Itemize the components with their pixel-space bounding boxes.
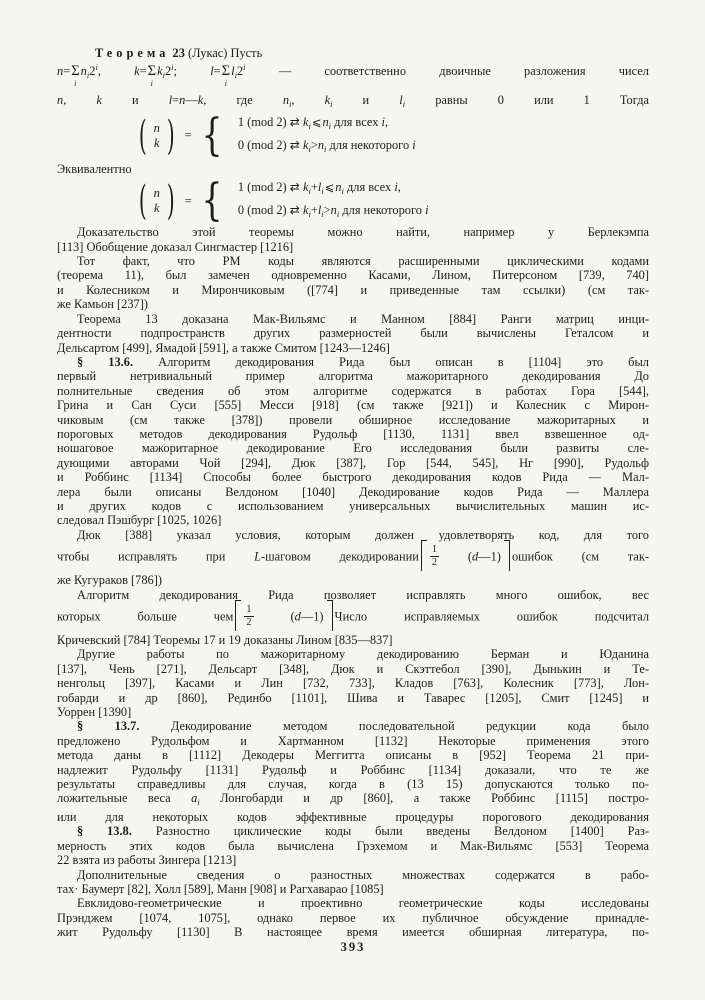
math-var: i xyxy=(412,137,416,152)
text-run: ошибок (см так- xyxy=(511,549,649,564)
case-row xyxy=(238,115,416,133)
text-run: надлежит Рудольфу [1131] Рудольф и Роббинс [1134] доказали, что те же xyxy=(57,762,649,777)
text-run: 1 (mod 2) xyxy=(237,180,290,195)
fraction-numerator: 1 xyxy=(430,544,439,557)
text-run: , xyxy=(63,92,97,107)
text-run: = xyxy=(139,64,147,79)
sigma-sum-icon xyxy=(221,63,231,88)
equals-sign: = xyxy=(184,192,192,208)
text-run: и Роббинс [1134] Способы более быстрого декодирования кодов Рида — Мал- xyxy=(57,470,649,485)
subscript: i xyxy=(86,70,90,81)
iff-arrow-icon: ⇄ xyxy=(289,137,300,152)
math-var: l xyxy=(317,202,322,217)
text-run: для всех xyxy=(343,180,395,195)
fraction xyxy=(244,604,253,629)
text-line xyxy=(57,602,649,633)
text-run: предложено Рудольфом и Хартманном [1132] Некоторые применения этого xyxy=(57,733,649,748)
subscript: i xyxy=(321,208,324,219)
subscript: i xyxy=(330,98,333,109)
text-run: же Камьон [237]) xyxy=(57,297,148,312)
math-var: d xyxy=(472,549,479,564)
text-run: 0 (mod 2) xyxy=(237,137,290,152)
bold-run: 23 xyxy=(169,46,185,60)
text-run: , xyxy=(384,115,389,130)
text-line xyxy=(57,499,649,513)
text-run: , где xyxy=(203,92,283,107)
text-line xyxy=(57,763,649,777)
text-run: для всех xyxy=(331,115,382,130)
text-line xyxy=(57,925,649,939)
paragraph xyxy=(57,312,649,355)
text-run: и xyxy=(101,92,169,107)
text-run: ( xyxy=(253,609,295,624)
text-run: Другие работы по мажоритарному декодированию Берман и Юданина xyxy=(77,647,649,662)
paragraph xyxy=(57,868,649,897)
text-run: дующими авторами Чой [294], Дюк [387], Гор [544, 545], Нг [990], Рудольф xyxy=(57,455,649,470)
iff-arrow-icon: ⇄ xyxy=(289,180,300,195)
text-line xyxy=(57,441,649,455)
text-line xyxy=(57,160,649,176)
text-run: лера были описаны Велдоном [1040] Декодирование кодов Рида — Маллера xyxy=(57,484,649,499)
subscript: i xyxy=(289,98,292,109)
text-line xyxy=(57,398,649,412)
text-run: , xyxy=(397,180,401,195)
math-var: l xyxy=(317,180,322,195)
cases-brace: { xyxy=(201,174,223,226)
text-run: , xyxy=(291,92,325,107)
math-var: k xyxy=(324,92,331,107)
superscript: i xyxy=(243,62,246,73)
subscript: i xyxy=(336,208,340,219)
paragraph xyxy=(57,647,649,719)
text-run: Эквивалентно xyxy=(57,162,132,177)
math-var: k xyxy=(302,137,309,152)
math-var: n xyxy=(335,180,342,195)
text-line xyxy=(57,911,649,925)
bold-run: § 13.8. xyxy=(77,824,132,839)
text-run: чиковым (см также [378]) провели обширное исследование мажоритарных и xyxy=(57,412,649,427)
math-var: i xyxy=(394,180,398,195)
bold-run: § 13.6. xyxy=(77,354,134,369)
paragraph xyxy=(57,254,649,312)
sum-index: i xyxy=(224,78,227,88)
text-run: 1 (mod 2) xyxy=(237,115,290,130)
sigma-glyph: Σ xyxy=(221,63,231,80)
math-symbol: ⩽ xyxy=(311,115,322,130)
text-line xyxy=(57,868,649,882)
display-formula xyxy=(135,109,649,161)
text-run: чтобы исправлять при xyxy=(57,549,255,564)
text-run: > xyxy=(310,137,318,152)
text-run: ; xyxy=(173,64,211,79)
math-var: n xyxy=(317,137,325,152)
fraction-denominator: 2 xyxy=(246,617,252,628)
case-rows xyxy=(226,180,429,221)
math-var: n xyxy=(80,64,87,79)
text-run: же Кугураков [786]) xyxy=(57,573,162,588)
text-run: и xyxy=(332,92,400,107)
text-run: Разностно циклические коды были введены Велдоном [1400] Раз- xyxy=(131,824,650,839)
paragraph xyxy=(57,528,649,588)
text-line xyxy=(57,326,649,340)
text-run: Алгоритм декодирования Рида позволяет исправлять много ошибок, вес xyxy=(77,587,649,602)
sigma-glyph: Σ xyxy=(147,63,157,80)
paragraph xyxy=(57,355,649,528)
text-line xyxy=(57,662,649,676)
text-run: ношаговое мажоритарное декодирование Его исследования были развиты сле- xyxy=(57,441,649,456)
equals-sign: = xyxy=(184,127,192,143)
paragraph xyxy=(57,824,649,867)
text-run: = xyxy=(172,92,180,107)
text-line xyxy=(57,777,649,791)
text-line xyxy=(57,633,649,647)
math-var: a xyxy=(191,791,198,806)
paragraph xyxy=(57,896,649,939)
page-number: 393 xyxy=(340,940,366,954)
superscript: i xyxy=(171,62,174,73)
binomial-top: n xyxy=(153,185,160,200)
math-symbol: ⩽ xyxy=(324,180,335,195)
text-line xyxy=(57,46,649,60)
text-run: метода даны в [1112] Декодеры Меггитта описаны в [952] Теорема 21 при- xyxy=(57,748,649,763)
fraction-denominator: 2 xyxy=(431,557,438,569)
fraction xyxy=(430,544,439,569)
text-line xyxy=(57,748,649,762)
text-line xyxy=(57,705,649,719)
math-var: k xyxy=(302,115,309,130)
text-run: 2 xyxy=(164,64,172,79)
text-column xyxy=(57,46,649,940)
math-var: i xyxy=(425,202,429,217)
text-run: 2 xyxy=(236,64,244,79)
sigma-glyph: Σ xyxy=(71,63,80,80)
text-run: мерность этих кодов была вычислена Грэхемом и Мак-Вильямс [553] Теорема xyxy=(57,838,649,853)
text-line xyxy=(57,384,649,398)
text-run: Декодирование методом последовательной редукции кода было xyxy=(139,719,649,734)
iff-arrow-icon: ⇄ xyxy=(289,202,300,217)
text-run: для некоторого xyxy=(339,202,426,217)
right-paren: ) xyxy=(166,177,175,224)
case-row xyxy=(238,180,429,198)
text-run: = xyxy=(213,64,221,79)
cases-brace: { xyxy=(201,109,223,161)
text-line xyxy=(57,676,649,690)
math-var: d xyxy=(294,609,301,624)
text-run: первый нетривиальный пример алгоритма мажоритарного декодирования До xyxy=(57,369,649,384)
text-run: —1) xyxy=(300,609,324,624)
text-line xyxy=(57,341,649,355)
theorem-label: Теорема xyxy=(95,46,170,60)
subscript: i xyxy=(308,208,311,219)
sigma-sum-icon xyxy=(70,63,80,88)
text-line xyxy=(57,413,649,427)
text-run: Число исправляемых ошибок подсчитал xyxy=(334,609,649,624)
iff-arrow-icon: ⇄ xyxy=(289,115,300,130)
right-ceiling-bracket-icon xyxy=(504,540,510,571)
text-line xyxy=(57,691,649,705)
subscript: i xyxy=(328,121,332,132)
subscript: i xyxy=(321,186,324,197)
binomial-bottom: k xyxy=(153,135,160,150)
text-run: гобарди и др [860], Рединбо [1101], Шива и Таварес [1205], Смит [1245] и xyxy=(57,690,649,705)
text-line xyxy=(57,542,649,573)
binomial-entries xyxy=(151,186,163,216)
text-run: + xyxy=(310,202,318,217)
math-var: n xyxy=(282,92,290,107)
text-line xyxy=(57,791,649,809)
text-run: Доказательство этой теоремы можно найти, например у Берлекэмпа xyxy=(77,225,649,240)
text-run: —1) xyxy=(478,549,501,564)
display-formula xyxy=(135,174,649,226)
text-line xyxy=(57,60,649,92)
text-run: или для некоторых кодов эффективные процедуры порогового декодирования xyxy=(57,809,649,824)
text-line xyxy=(57,719,649,733)
text-run: 22 взята из работы Зингера [1213] xyxy=(57,853,237,868)
right-ceiling-bracket-icon xyxy=(327,600,333,631)
math-var: n xyxy=(330,202,337,217)
text-line xyxy=(57,369,649,383)
math-var: l xyxy=(399,92,403,107)
text-line xyxy=(57,896,649,910)
text-line xyxy=(57,240,649,254)
text-line xyxy=(57,882,649,896)
text-run: > xyxy=(323,202,331,217)
math-var: i xyxy=(381,115,385,130)
text-run: Дополнительные сведения о разностных множествах содержатся в рабо- xyxy=(77,867,649,882)
text-run: которых больше чем xyxy=(57,609,234,624)
text-line xyxy=(57,839,649,853)
text-run: Евклидово-геометрические и проективно геометрические коды исследованы xyxy=(77,896,649,911)
text-line xyxy=(57,513,649,527)
math-var: n xyxy=(57,64,64,79)
text-run: (Лукас) Пусть xyxy=(184,46,263,60)
text-line xyxy=(57,427,649,441)
text-run: Алгоритм декодирования Рида был описан в [1104] это был xyxy=(133,354,649,369)
math-var: k xyxy=(96,92,102,107)
subscript: i xyxy=(308,143,311,154)
text-run: следовал Пэшбург [1025, 1026] xyxy=(57,513,222,528)
text-run: Дюк [388] указал условия, которым должен удовлетворять код, для того xyxy=(77,527,649,542)
paragraph xyxy=(57,225,649,254)
subscript: i xyxy=(162,70,165,81)
text-run: и других кодов с использованием универсальных вычислительных машин ис- xyxy=(57,498,649,513)
math-var: l xyxy=(168,92,173,107)
text-run: жит Рудольфу [1130] В настоящее время имеется обширная литература, по- xyxy=(57,925,649,940)
text-line xyxy=(57,810,649,824)
text-run: ложительные веса xyxy=(57,791,192,806)
case-rows xyxy=(226,115,416,156)
binomial-bottom: k xyxy=(153,200,160,215)
text-run: Тот факт, что РМ коды являются расширенными циклическими кодами xyxy=(77,254,649,269)
text-line xyxy=(57,588,649,602)
text-run: результаты справедливы для случая, когда в (13 15) допускаются только по- xyxy=(57,777,649,792)
text-run: тах· Баумерт [82], Холл [589], Манн [908] и Рагхаварао [1085] xyxy=(57,881,384,896)
left-paren: ( xyxy=(138,177,147,224)
subscript: i xyxy=(324,143,327,154)
text-line xyxy=(57,647,649,661)
right-paren: ) xyxy=(166,112,175,159)
subscript: i xyxy=(234,70,237,81)
text-line xyxy=(57,312,649,326)
text-run: дентности подпространств других размерностей были вычислены Геталсом и xyxy=(57,326,649,341)
text-run: Уоррен [1390] xyxy=(57,705,132,720)
case-row xyxy=(238,138,416,156)
text-run: полнительные сведения об этом алгоритме содержатся в работах Гора [544], xyxy=(57,383,649,398)
subscript: i xyxy=(308,186,311,197)
text-line xyxy=(57,470,649,484)
binomial-coefficient xyxy=(135,177,178,224)
subscript: i xyxy=(402,98,406,109)
text-line xyxy=(57,824,649,838)
math-var: l xyxy=(210,64,214,79)
math-var: k xyxy=(302,202,309,217)
fraction-numerator: 1 xyxy=(244,604,253,617)
left-ceiling-bracket-icon xyxy=(421,540,427,571)
text-run: пороговых методов декодирования Рудольф [1130, 1131] ввел взвешенное од- xyxy=(57,426,649,441)
math-var: n xyxy=(179,92,186,107)
binomial-top: n xyxy=(153,120,160,135)
math-var: k xyxy=(157,64,163,79)
text-run: ( xyxy=(439,549,473,564)
subscript: i xyxy=(197,797,200,808)
text-run: — соответственно двоичные разложения чисел xyxy=(245,64,649,79)
text-run: 2 xyxy=(89,64,96,79)
text-line xyxy=(57,456,649,470)
text-run: и Колесником и Мирончиковым ([774] и приведенные там ссылки) (см так- xyxy=(57,282,649,297)
text-line xyxy=(57,485,649,499)
text-run: Лонгобарди и др [860], а также Роббинс [1115] постро- xyxy=(199,791,649,806)
text-line xyxy=(57,225,649,239)
text-run: Грина и Сан Суси [555] Месси [918] (см также [921]) и Колесник с Мирон- xyxy=(57,398,649,413)
subscript: i xyxy=(341,186,344,197)
bold-run: § 13.7. xyxy=(77,719,140,734)
math-var: k xyxy=(302,180,309,195)
paragraph xyxy=(57,588,649,648)
case-row xyxy=(238,203,429,221)
text-run: [137], Чень [271], Дельсарт [348], Дюк и Скэттебол [390], Дынькин и Те- xyxy=(57,661,649,676)
sum-index: i xyxy=(150,78,153,88)
text-line xyxy=(57,734,649,748)
text-line xyxy=(57,853,649,867)
text-run: ненгольц [397], Касами и Лин [732, 733], Кладов [763], Колесник [773], Лон- xyxy=(57,676,649,691)
text-run: = xyxy=(63,64,71,79)
text-run: + xyxy=(310,180,318,195)
text-run: -шаговом декодировании xyxy=(261,549,419,564)
text-run: Прэнджем [1074, 1075], однако первое их публичное обсуждение принадле- xyxy=(57,910,649,925)
math-var: n xyxy=(322,115,329,130)
math-var: L xyxy=(254,549,261,564)
text-run: — xyxy=(185,92,198,107)
paragraph xyxy=(57,719,649,824)
text-run: для некоторого xyxy=(326,137,413,152)
text-run: (теорема 11), был замечен одновременно Касами, Лином, Питерсоном [739, 740] xyxy=(57,268,649,283)
text-run: равны 0 или 1 Тогда xyxy=(405,92,649,107)
math-var: k xyxy=(134,64,140,79)
subscript: i xyxy=(308,121,311,132)
text-line xyxy=(57,297,649,311)
sigma-sum-icon xyxy=(147,63,157,88)
text-run: Теорема 13 доказана Мак-Вильямс и Манном [884] Ранги матриц инци- xyxy=(77,311,649,326)
sum-index: i xyxy=(74,78,77,88)
math-var: n xyxy=(57,92,64,107)
left-paren: ( xyxy=(138,112,147,159)
superscript: i xyxy=(95,62,98,73)
text-run: , xyxy=(97,64,135,79)
text-line xyxy=(57,355,649,369)
text-line xyxy=(57,528,649,542)
text-run: [113] Обобщение доказал Сингмастер [1216] xyxy=(57,239,294,254)
binomial-coefficient xyxy=(135,112,178,159)
text-line xyxy=(57,283,649,297)
math-var: l xyxy=(231,64,235,79)
math-var: k xyxy=(197,92,204,107)
binomial-entries xyxy=(151,121,163,151)
text-line xyxy=(57,93,649,111)
text-run: 0 (mod 2) xyxy=(237,202,290,217)
text-run: Кричевский [784] Теоремы 17 и 19 доказаны Лином [835—837] xyxy=(57,633,393,647)
text-line xyxy=(57,268,649,282)
text-run: Дельсартом [499], Ямадой [591], а также Смитом [1243—1246] xyxy=(57,340,390,355)
left-ceiling-bracket-icon xyxy=(235,600,241,631)
text-line xyxy=(57,254,649,268)
text-line xyxy=(57,573,649,587)
